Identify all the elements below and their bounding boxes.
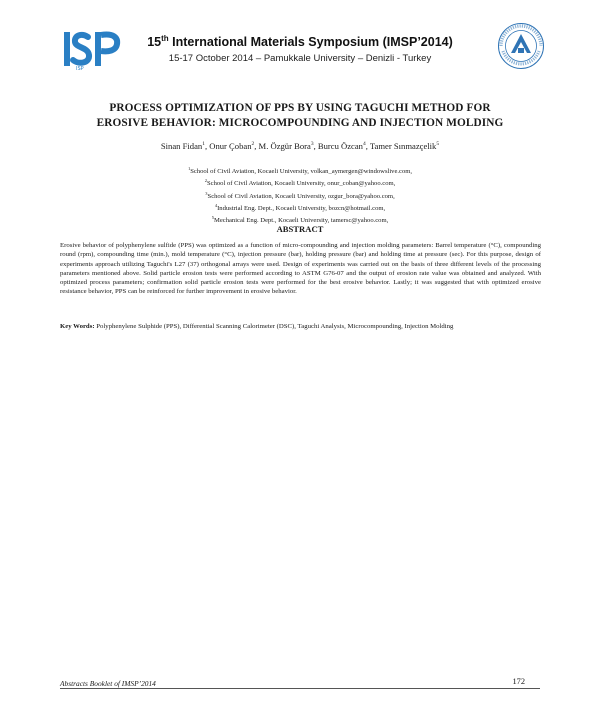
keywords-text: Polyphenylene Sulphide (PPS), Differential Scanning Calorimeter (DSC), Taguchi Analysis, Microcompounding, Injection Molding <box>94 323 454 330</box>
conference-ordinal: 15 <box>147 35 162 50</box>
affiliation-marker: 4 <box>214 202 218 208</box>
author-affiliation-marker: 5 <box>436 141 440 148</box>
author-name: Sinan Fidan <box>160 141 203 151</box>
author-affiliation-marker: 1 <box>202 141 205 148</box>
author-list <box>55 141 545 151</box>
affiliation-marker: 5 <box>211 215 214 221</box>
abstract-heading: ABSTRACT <box>276 224 324 234</box>
paper-title-line-1: PROCESS OPTIMIZATION OF PPS BY USING TAGUCHI METHOD FOR <box>109 102 491 114</box>
conference-title <box>130 34 470 49</box>
affiliation-marker: 2 <box>204 178 207 184</box>
keywords-label: Key Words: <box>60 323 95 330</box>
abstract-text: Erosive behavior of polyphenylene sulfide (PPS) was optimized as a function of micro-compounding and injection molding parameters: Barrel temperature (°C), compounding round (rpm), compounding time (min.), mold temperature (°C), injection pressure (bar), holding pressure (bar) and holding time at pressure (sec). For this purpose, design of experiments approach utilizing Taguchi's L27 (37) orthogonal arrays were used. Design of experiments was carried out on the basis of three different levels of the processing parameters mentioned above. Solid particle erosion tests were performed according to ASTM G76-07 and the output of erosion rate value was obtained and analyzed. With optimized process parameters; confirmation solid particle erosion tests were performed for the best erosive behavior. Lastly; it was suggested that with optimized erosive resistance behavior, PPS can be reinforced for further improvement in erosive behavior. <box>60 242 541 296</box>
footer-divider <box>60 688 540 689</box>
conference-dates-venue: 15-17 October 2014 – Pamukkale University – Denizli - Turkey <box>168 53 432 64</box>
affiliation-marker: 3 <box>205 190 208 196</box>
affiliation-text: Mechanical Eng. Dept., Kocaeli University, tamersc@yahoo.com, <box>213 217 389 225</box>
author-name: Tamer Sınmazçelik <box>369 141 437 151</box>
affiliation-line <box>80 176 520 188</box>
author-affiliation-marker: 2 <box>251 141 255 148</box>
affiliation-text: School of Civil Aviation, Kocaeli University, volkan_aymergen@windowslive.com, <box>190 168 413 176</box>
affiliation-line <box>80 189 520 201</box>
author-name: Onur Çoban <box>209 141 252 151</box>
paper-title-line-2: EROSIVE BEHAVIOR: MICROCOMPOUNDING AND INJECTION MOLDING <box>96 117 504 129</box>
affiliation-list <box>80 164 520 225</box>
paper-title <box>55 101 545 131</box>
author-affiliation-marker: 4 <box>362 141 366 148</box>
logo-text: ISP <box>76 66 84 71</box>
author-affiliation-marker: 3 <box>310 141 314 148</box>
author-name: M. Özgür Bora <box>258 141 311 151</box>
affiliation-text: Industrial Eng. Dept., Kocaeli University, bozcn@hotmail.com, <box>217 205 386 213</box>
conference-name: International Materials Symposium (IMSP’2014) <box>168 35 453 50</box>
imsp-logo-icon <box>62 27 124 71</box>
footer-page-number: 172 <box>512 677 525 686</box>
affiliation-line <box>80 201 520 213</box>
author-separator: , <box>254 141 259 151</box>
author-name: Burcu Özcan <box>317 141 363 151</box>
university-seal-icon <box>497 22 545 70</box>
affiliation-line <box>80 164 520 176</box>
author-separator: , <box>365 141 370 151</box>
affiliation-marker: 1 <box>187 166 191 171</box>
author-separator: , <box>313 141 318 151</box>
affiliation-text: School of Civil Aviation, Kocaeli University, onur_coban@yahoo.com, <box>206 180 396 188</box>
footer-booklet-title: Abstracts Booklet of IMSP’2014 <box>60 679 156 688</box>
conference-ordinal-suffix: th <box>161 34 169 43</box>
keywords <box>60 322 541 331</box>
author-separator: , <box>204 141 210 151</box>
affiliation-text: School of Civil Aviation, Kocaeli University, ozgur_bora@yahoo.com, <box>207 192 395 200</box>
